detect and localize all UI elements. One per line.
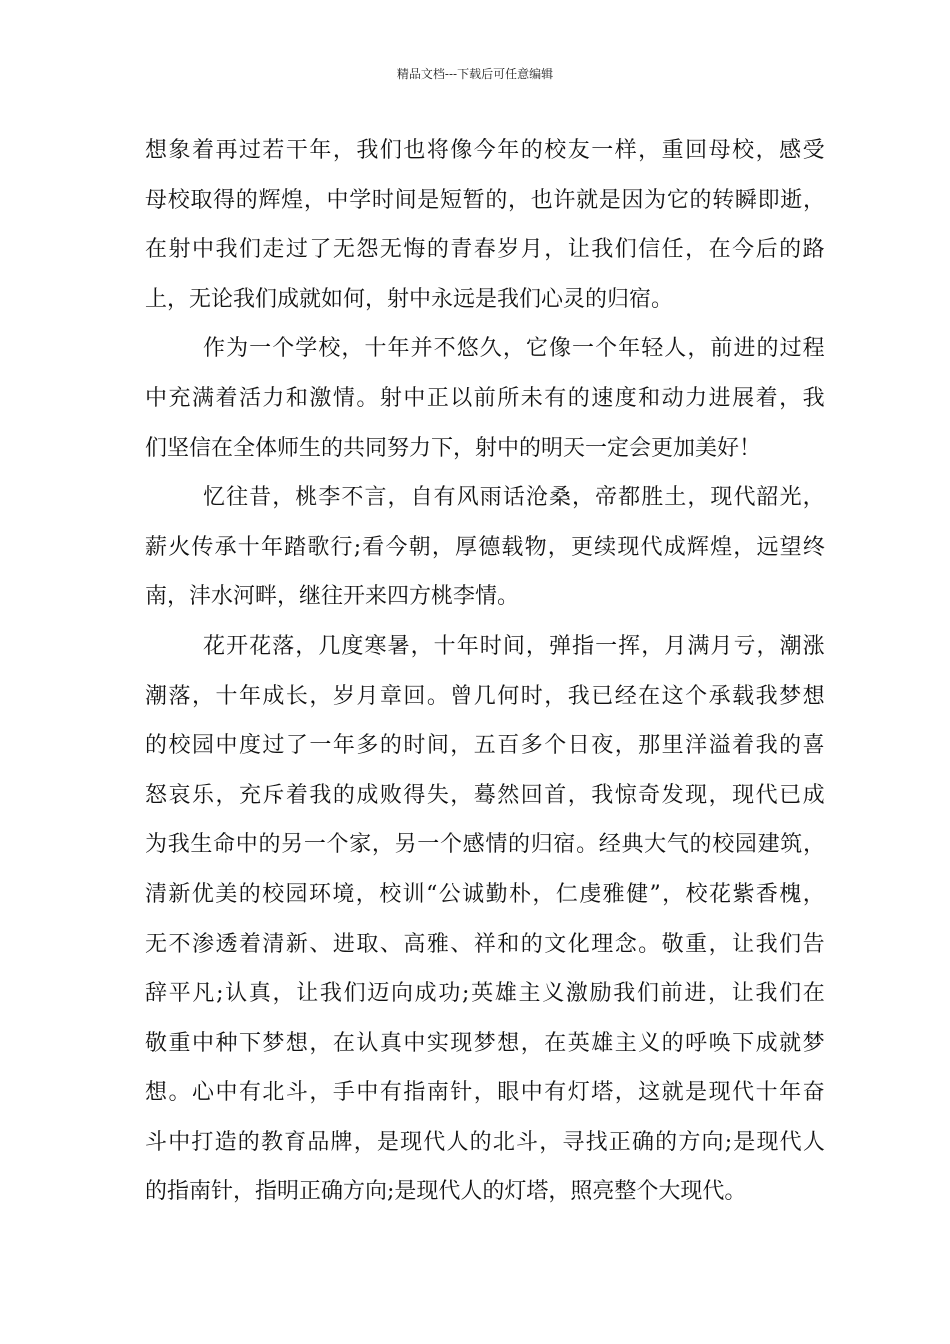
text-line: 想 象 着 再 过 若 干 年 ， 我 们 也 将 像 今 年 的 校 友 一 样 ， 重 回 母 校 ， 感 受 [145,138,825,163]
text-line: 想 。 心 中 有 北 斗 ， 手 中 有 指 南 针 ， 眼 中 有 灯 塔 ， 这 就 是 现 代 十 年 奋 [145,1080,825,1106]
text-line: 薪 火 传 承 十 年 踏 歌 行 ; 看 今 朝 ， 厚 德 载 物 ， 更 续 现 代 成 辉 煌 ， 远 望 终 [145,534,825,560]
text-line: 清 新 优 美 的 校 园 环 境 ， 校 训 “ 公 诚 勤 朴 ， 仁 虔 雅 健 ” ， 校 花 紫 香 槐 ， [145,881,825,907]
text-line: 的 校 园 中 度 过 了 一 年 多 的 时 间 ， 五 百 多 个 日 夜 ， 那 里 洋 溢 着 我 的 喜 [145,733,825,759]
text-line: 为 我 生 命 中 的 另 一 个 家 ， 另 一 个 感 情 的 归 宿 。 经 典 大 气 的 校 园 建 筑 ， [145,832,825,858]
text-line: 花 开 花 落 ， 几 度 寒 暑 ， 十 年 时 间 ， 弹 指 一 挥 ， 月 满 月 亏 ， 潮 涨 [203,633,825,659]
text-line: 怒 哀 乐 ， 充 斥 着 我 的 成 败 得 失 ， 蓦 然 回 首 ， 我 惊 奇 发 现 ， 现 代 已 成 [145,782,825,808]
text-line: 在 射 中 我 们 走 过 了 无 怨 无 悔 的 青 春 岁 月 ， 让 我 们 信 任 ， 在 今 后 的 路 [145,237,825,263]
paragraph [145,473,825,622]
text-line: 的指南针，指明正确方向;是现代人的灯塔，照亮整个大现代。 [145,1179,747,1205]
text-line: 敬 重 中 种 下 梦 想 ， 在 认 真 中 实 现 梦 想 ， 在 英 雄 主 义 的 呼 唤 下 成 就 梦 [145,1030,825,1056]
text-line: 斗 中 打 造 的 教 育 品 牌 ， 是 现 代 人 的 北 斗 ， 寻 找 正 确 的 方 向 ; 是 现 代 人 [145,1129,825,1155]
text-line: 中 充 满 着 活 力 和 激 情 。 射 中 正 以 前 所 未 有 的 速 度 和 动 力 进 展 着 ， 我 [145,385,825,411]
paragraph [145,324,825,473]
document-body [145,126,825,1217]
paragraph [145,126,825,324]
text-line: 辞 平 凡 ; 认 真 ， 让 我 们 迈 向 成 功 ; 英 雄 主 义 激 励 我 们 前 进 ， 让 我 们 在 [145,981,825,1007]
text-line: 们坚信在全体师生的共同努力下，射中的明天一定会更加美好！ [145,435,762,461]
page-header: 精品文档---下载后可任意编辑 [396,67,554,81]
text-line: 上，无论我们成就如何，射中永远是我们心灵的归宿。 [145,286,674,312]
text-line: 作 为 一 个 学 校 ， 十 年 并 不 悠 久 ， 它 像 一 个 年 轻 人 ， 前 进 的 过 程 [203,336,825,362]
paragraph [145,622,825,1217]
text-line: 潮 落 ， 十 年 成 长 ， 岁 月 章 回 。 曾 几 何 时 ， 我 已 经 在 这 个 承 载 我 梦 想 [145,683,825,709]
text-line: 忆 往 昔 ， 桃 李 不 言 ， 自 有 风 雨 话 沧 桑 ， 帝 都 胜 土 ， 现 代 韶 光 ， [203,485,825,511]
text-line: 母 校 取 得 的 辉 煌 ， 中 学 时 间 是 短 暂 的 ， 也 许 就 是 因 为 它 的 转 瞬 即 逝 ， [145,187,825,213]
text-line: 南，沣水河畔，继往开来四方桃李情。 [145,584,520,610]
text-line: 无 不 渗 透 着 清 新 、 进 取 、 高 雅 、 祥 和 的 文 化 理 念 。 敬 重 ， 让 我 们 告 [145,931,825,957]
